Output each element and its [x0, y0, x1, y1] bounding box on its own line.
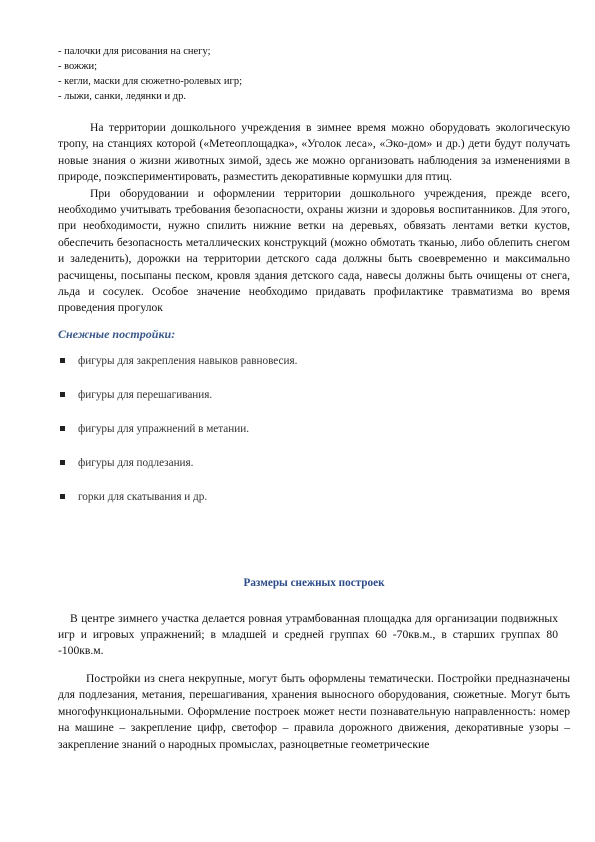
paragraph-safety: При оборудовании и оформлении территории дошкольного учреждения, прежде всего, необходимо учитывать требования безопасности, охраны жизни и здоровья воспитанников. Для этого, при необходимости, нужно спилить нижние ветки на деревьях, обвязать лентами ветки кустов, обеспечить безопасность металлических конструкций (можно обмотать тканью, либо облепить снегом и заледенить), дорожки на территории детского сада должны быть своевременно и максимально расчищены, посыпаны песком, кровля здания детского сада, навесы должны быть очищены от снега, льда и сосулек. Особое значение необходимо придавать профилактике травматизма во время проведения прогулок [58, 186, 570, 315]
section-heading-snow-buildings: Снежные постройки: [58, 326, 176, 341]
paragraph-playground: В центре зимнего участка делается ровная утрамбованная площадка для организации подвижных игр и игровых упражнений; в младшей и средней группах 60 -70кв.м., в старших группах 80 -100кв.м. [58, 611, 558, 658]
square-bullet-icon [60, 494, 65, 499]
paragraph-buildings-design: Постройки из снега некрупные, могут быть оформлены тематически. Постройки предназначены для подлезания, метания, перешагивания, хранения выносного оборудования, сюжетные. Могут быть многофункциональными. Оформление построек может нести познавательную направленность: номер на машине – закрепление цифр, светофор – правила дорожного движения, декоративные узоры – закрепление знаний о народных промыслах, разноцветные геометрические [58, 672, 570, 751]
square-bullet-icon [60, 426, 65, 431]
list-item: - лыжи, санки, ледянки и др. [58, 91, 186, 102]
document-page [58, 44, 570, 765]
paragraph-ecotrail: На территории дошкольного учреждения в зимнее время можно оборудовать экологическую тропу, на станциях которой («Метеоплощадка», «Уголок леса», «Эко-дом» и др.) дети будут получать новые знания о жизни животных зимой, здесь же можно организовать наблюдения за изменениями в природе, поэкспериментировать, разместить декоративные кормушки для птиц. [58, 121, 570, 184]
list-item: фигуры для подлезания. [58, 455, 570, 489]
list-item: фигуры для упражнений в метании. [58, 421, 570, 455]
section-title-sizes: Размеры снежных построек [243, 576, 385, 589]
square-bullet-icon [60, 358, 65, 363]
list-item: фигуры для перешагивания. [58, 387, 570, 421]
list-item: - палочки для рисования на снегу; [58, 46, 211, 57]
snow-buildings-list [58, 353, 570, 523]
list-item: - вожжи; [58, 61, 98, 72]
square-bullet-icon [60, 392, 65, 397]
list-item: горки для скатывания и др. [58, 489, 570, 523]
square-bullet-icon [60, 460, 65, 465]
equipment-list [58, 44, 570, 104]
list-item: фигуры для закрепления навыков равновесия. [58, 353, 570, 387]
list-item: - кегли, маски для сюжетно-ролевых игр; [58, 76, 242, 87]
